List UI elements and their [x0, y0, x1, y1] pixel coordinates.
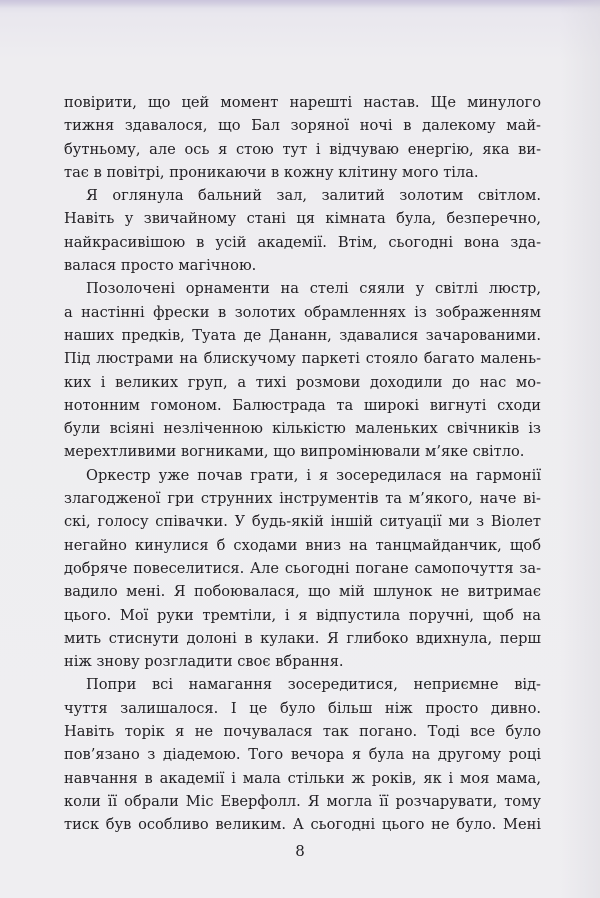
text-line: тає в повітрі, проникаючи в кожну клітину мого тіла. — [64, 163, 479, 181]
text-line: тижня здавалося, що Бал зоряної ночі в далекому май- — [64, 117, 541, 135]
text-line: повірити, що цей момент нарешті настав. Ще минулого — [64, 94, 541, 111]
text-line: скі, голосу співачки. У будь-якій іншій ситуації ми з Віолет — [64, 513, 541, 531]
text-line: коли її обрали Міс Еверфолл. Я могла її розчарувати, тому — [64, 792, 541, 810]
text-line: Оркестр уже почав грати, і я зосередилася на гармонії — [86, 466, 541, 484]
text-line: Попри всі намагання зосередитися, неприємне від- — [86, 676, 541, 694]
text-line: бутньому, але ось я стою тут і відчуваю енергію, яка ви- — [64, 140, 541, 158]
text-line: Я оглянула бальний зал, залитий золотим світлом. — [86, 187, 541, 205]
text-line: наших предків, Туата де Дананн, здавалися зачарованими. — [64, 326, 541, 344]
text-line: негайно кинулися б сходами вниз на танцмайданчик, щоб — [64, 536, 541, 554]
paragraph — [64, 184, 541, 277]
page-top-edge — [0, 0, 600, 8]
text-line: Навіть у звичайному стані ця кімната була, безперечно, — [64, 210, 541, 228]
paragraph — [64, 91, 541, 184]
text-line: а настінні фрески в золотих обрамленнях із зображенням — [64, 303, 541, 321]
text-line: були всіяні незліченною кількістю маленьких свічників із — [64, 420, 541, 438]
text-line: злагодженої гри струнних інструментів та м’якого, наче ві- — [64, 490, 541, 508]
text-line: мить стиснути долоні в кулаки. Я глибоко вдихнула, перш — [64, 629, 541, 647]
paragraph — [64, 464, 541, 674]
text-line: чуття залишалося. І це було більш ніж просто дивно. — [64, 699, 541, 717]
page-shadow — [560, 0, 600, 898]
text-line: Під люстрами на блискучому паркеті стояло багато малень- — [64, 350, 541, 368]
text-line: цього. Мої руки тремтіли, і я відпустила поручні, щоб на — [64, 606, 541, 624]
text-line: Навіть торік я не почувалася так погано. Тоді все було — [64, 723, 541, 741]
text-line: Позолочені орнаменти на стелі сяяли у світлі люстр, — [86, 280, 541, 298]
text-line: пов’язано з діадемою. Того вечора я була на другому році — [64, 746, 541, 764]
page-number: 8 — [295, 842, 305, 860]
paragraph — [64, 673, 541, 836]
text-line: добряче повеселитися. Але сьогодні погане самопочуття за- — [64, 559, 541, 577]
text-line: ких і великих груп, а тихі розмови доходили до нас мо- — [64, 373, 541, 391]
text-line: найкрасивішою в усій академії. Втім, сьогодні вона зда- — [64, 233, 541, 251]
text-line: навчання в академії і мала стільки ж років, як і моя мама, — [64, 769, 541, 787]
paragraph — [64, 277, 541, 463]
text-line: валася просто магічною. — [64, 257, 257, 275]
book-text — [64, 91, 541, 837]
text-line: мерехтливими вогниками, що випромінювали м’яке світло. — [64, 443, 525, 461]
text-line: ніж знову розгладити своє вбрання. — [64, 653, 344, 671]
text-line: тиск був особливо великим. А сьогодні цього не було. Мені — [64, 816, 541, 834]
text-line: нотонним гомоном. Балюстрада та широкі вигнуті сходи — [64, 396, 541, 414]
text-line: вадило мені. Я побоювалася, що мій шлунок не витримає — [64, 583, 541, 601]
